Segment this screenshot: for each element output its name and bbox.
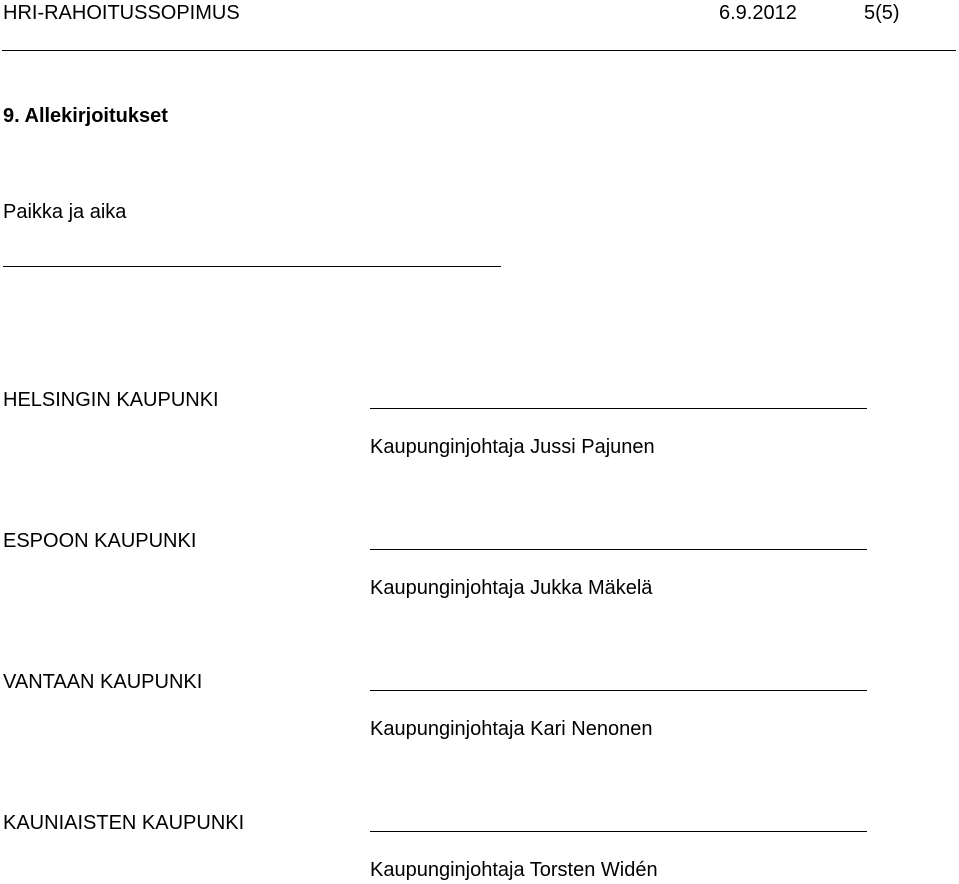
signature-line-helsinki — [370, 408, 867, 409]
org-helsinki: HELSINGIN KAUPUNKI — [3, 389, 219, 411]
signer-helsinki: Kaupunginjohtaja Jussi Pajunen — [370, 436, 655, 458]
document-date: 6.9.2012 — [719, 2, 797, 24]
document-title: HRI-RAHOITUSSOPIMUS — [3, 2, 240, 24]
signature-line-espoo — [370, 549, 867, 550]
header-divider — [2, 50, 956, 51]
org-espoo: ESPOON KAUPUNKI — [3, 530, 197, 552]
org-vantaa: VANTAAN KAUPUNKI — [3, 671, 203, 693]
org-kauniainen: KAUNIAISTEN KAUPUNKI — [3, 812, 245, 834]
page-number: 5(5) — [864, 2, 900, 24]
signer-kauniainen: Kaupunginjohtaja Torsten Widén — [370, 859, 658, 881]
signer-vantaa: Kaupunginjohtaja Kari Nenonen — [370, 718, 653, 740]
section-title: 9. Allekirjoitukset — [3, 105, 168, 127]
place-time-label: Paikka ja aika — [3, 201, 127, 223]
signer-espoo: Kaupunginjohtaja Jukka Mäkelä — [370, 577, 653, 599]
place-time-line — [3, 266, 501, 267]
signature-line-kauniainen — [370, 831, 867, 832]
signature-line-vantaa — [370, 690, 867, 691]
